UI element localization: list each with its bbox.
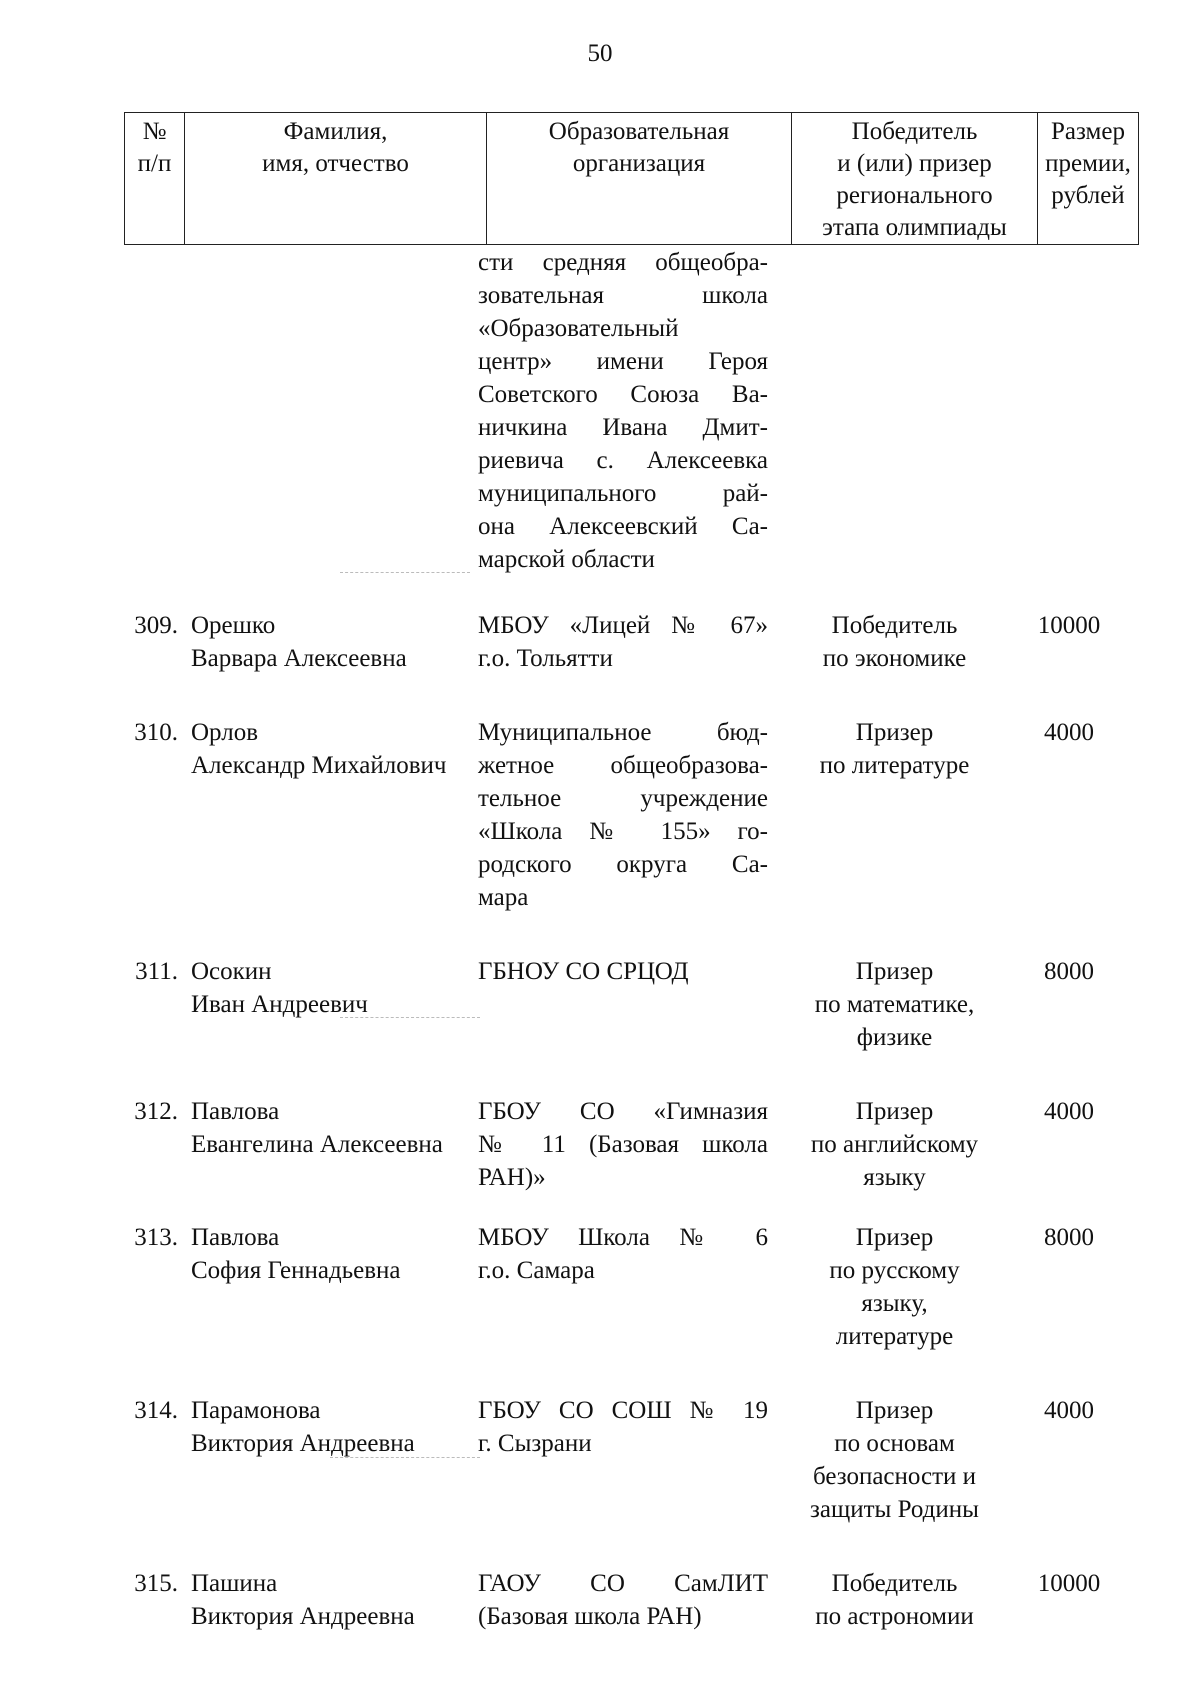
- text-line: «Образовательный: [478, 315, 679, 342]
- student-name: [178, 1567, 478, 1633]
- text-line: центр» имени Героя: [478, 348, 768, 375]
- header-text: Фамилия,: [283, 118, 388, 145]
- text-line: она Алексеевский Са-: [478, 513, 768, 540]
- prize-amount: 4000: [1044, 1098, 1094, 1125]
- text-line: Павлова: [191, 1098, 280, 1125]
- award: [774, 1394, 1015, 1526]
- text-line: зовательная школа: [478, 282, 768, 309]
- header-text: имя, отчество: [262, 150, 409, 177]
- student-name: [178, 716, 478, 914]
- table-header: [124, 112, 1139, 245]
- text-line: Советского Союза Ва-: [478, 381, 768, 408]
- header-text: рублей: [1051, 182, 1125, 209]
- prize-amount: 10000: [1037, 1570, 1101, 1597]
- table-row: [0, 716, 1200, 914]
- organization: [478, 246, 768, 576]
- header-text: п/п: [137, 150, 172, 177]
- text-line: Варвара Алексеевна: [191, 645, 407, 672]
- student-name: [178, 246, 478, 576]
- table-row: [0, 1221, 1200, 1353]
- text-line: по литературе: [819, 752, 970, 779]
- text-line: по основам: [834, 1430, 955, 1457]
- text-line: защиты Родины: [810, 1496, 979, 1523]
- page-number: 50: [587, 40, 613, 67]
- header-text: Образовательная: [548, 118, 730, 145]
- prize-amount: 4000: [1044, 1397, 1094, 1424]
- text-line: Муниципальное бюд-: [478, 719, 768, 746]
- continuation-row: [0, 246, 1200, 576]
- award: [774, 1567, 1015, 1633]
- text-line: г.о. Самара: [478, 1257, 595, 1284]
- text-line: ничкина Ивана Дмит-: [478, 414, 768, 441]
- header-text: премии,: [1045, 150, 1131, 177]
- header-organization-column: [487, 113, 792, 245]
- row-number: 313.: [134, 1224, 178, 1251]
- award: [774, 246, 1015, 576]
- text-line: по экономике: [822, 645, 967, 672]
- prize-amount: 8000: [1044, 958, 1094, 985]
- prize-amount: 4000: [1044, 719, 1094, 746]
- text-line: Павлова: [191, 1224, 280, 1251]
- text-line: г.о. Тольятти: [478, 645, 613, 672]
- student-name: [178, 1095, 478, 1194]
- text-line: риевича с. Алексеевка: [478, 447, 768, 474]
- text-line: языку: [863, 1164, 926, 1191]
- text-line: марской области: [478, 546, 655, 573]
- text-line: Евангелина Алексеевна: [191, 1131, 443, 1158]
- text-line: литературе: [835, 1323, 954, 1350]
- row-number: 311.: [135, 958, 178, 985]
- header-text: регионального: [836, 182, 993, 209]
- table-row: [0, 1394, 1200, 1526]
- organization: [478, 609, 768, 675]
- prize-amount: 10000: [1037, 612, 1101, 639]
- student-name: [178, 955, 478, 1054]
- text-line: Победитель: [831, 612, 958, 639]
- text-line: «Школа № 155» го-: [478, 818, 768, 845]
- separator-dash: [340, 572, 470, 574]
- text-line: Призер: [855, 719, 934, 746]
- organization: [478, 1567, 768, 1633]
- row-number: 315.: [134, 1570, 178, 1597]
- text-line: ГБОУ СО СОШ № 19: [478, 1397, 768, 1424]
- row-number: [124, 246, 178, 576]
- award: [774, 716, 1015, 914]
- student-name: [178, 1221, 478, 1353]
- text-line: по астрономии: [815, 1603, 974, 1630]
- text-line: ГБОУ СО «Гимназия: [478, 1098, 768, 1125]
- header-text: Победитель: [851, 118, 978, 145]
- row-number: 309.: [134, 612, 178, 639]
- header-text: и (или) призер: [837, 150, 992, 177]
- header-text: №: [142, 118, 167, 145]
- award: [774, 955, 1015, 1054]
- header-number-column: [125, 113, 185, 245]
- organization: [478, 1221, 768, 1353]
- text-line: Призер: [855, 1098, 934, 1125]
- table-row: [0, 955, 1200, 1054]
- prize-amount: [1021, 246, 1117, 576]
- header-text: организация: [572, 150, 706, 177]
- text-line: родского округа Са-: [478, 851, 768, 878]
- text-line: жетное общеобразова-: [478, 752, 768, 779]
- text-line: тельное учреждение: [478, 785, 768, 812]
- award: [774, 1095, 1015, 1194]
- text-line: по математике,: [814, 991, 975, 1018]
- text-line: муниципального рай-: [478, 480, 768, 507]
- text-line: Осокин: [191, 958, 272, 985]
- table-row: [0, 1095, 1200, 1194]
- text-line: Орешко: [191, 612, 276, 639]
- text-line: языку,: [861, 1290, 928, 1317]
- award: [774, 1221, 1015, 1353]
- text-line: сти средняя общеобра-: [478, 249, 768, 276]
- separator-dash: [330, 1457, 480, 1459]
- organization: [478, 716, 768, 914]
- text-line: физике: [856, 1024, 933, 1051]
- table-row: [0, 1567, 1200, 1633]
- organization: [478, 955, 768, 1054]
- text-line: МБОУ «Лицей № 67»: [478, 612, 768, 639]
- header-name-column: [185, 113, 487, 245]
- text-line: № 11 (Базовая школа: [478, 1131, 768, 1158]
- organization: [478, 1095, 768, 1194]
- separator-dash: [340, 1017, 480, 1019]
- text-line: Парамонова: [191, 1397, 321, 1424]
- text-line: ГАОУ СО СамЛИТ: [478, 1570, 768, 1597]
- text-line: Пашина: [191, 1570, 278, 1597]
- text-line: РАН)»: [478, 1164, 546, 1191]
- text-line: МБОУ Школа № 6: [478, 1224, 768, 1251]
- text-line: Иван Андреевич: [191, 991, 368, 1018]
- text-line: ГБНОУ СО СРЦОД: [478, 958, 689, 985]
- text-line: Победитель: [831, 1570, 958, 1597]
- student-name: [178, 609, 478, 675]
- organization: [478, 1394, 768, 1526]
- text-line: Призер: [855, 1224, 934, 1251]
- header-text: этапа олимпиады: [822, 214, 1007, 241]
- text-line: по русскому: [829, 1257, 960, 1284]
- row-number: 314.: [134, 1397, 178, 1424]
- text-line: Призер: [855, 1397, 934, 1424]
- header-award-column: [792, 113, 1038, 245]
- header-text: Размер: [1051, 118, 1125, 145]
- text-line: безопасности и: [812, 1463, 977, 1490]
- text-line: Призер: [855, 958, 934, 985]
- text-line: Орлов: [191, 719, 259, 746]
- text-line: мара: [478, 884, 529, 911]
- student-name: [178, 1394, 478, 1526]
- text-line: София Геннадьевна: [191, 1257, 401, 1284]
- row-number: 312.: [134, 1098, 178, 1125]
- text-line: г. Сызрани: [478, 1430, 592, 1457]
- text-line: Александр Михайлович: [191, 752, 447, 779]
- table-body: [0, 246, 1200, 1633]
- text-line: Виктория Андреевна: [191, 1430, 415, 1457]
- table-row: [0, 609, 1200, 675]
- award: [774, 609, 1015, 675]
- header-prize-column: [1038, 113, 1139, 245]
- row-number: 310.: [134, 719, 178, 746]
- text-line: (Базовая школа РАН): [478, 1603, 702, 1630]
- text-line: Виктория Андреевна: [191, 1603, 415, 1630]
- text-line: по английскому: [810, 1131, 979, 1158]
- prize-amount: 8000: [1044, 1224, 1094, 1251]
